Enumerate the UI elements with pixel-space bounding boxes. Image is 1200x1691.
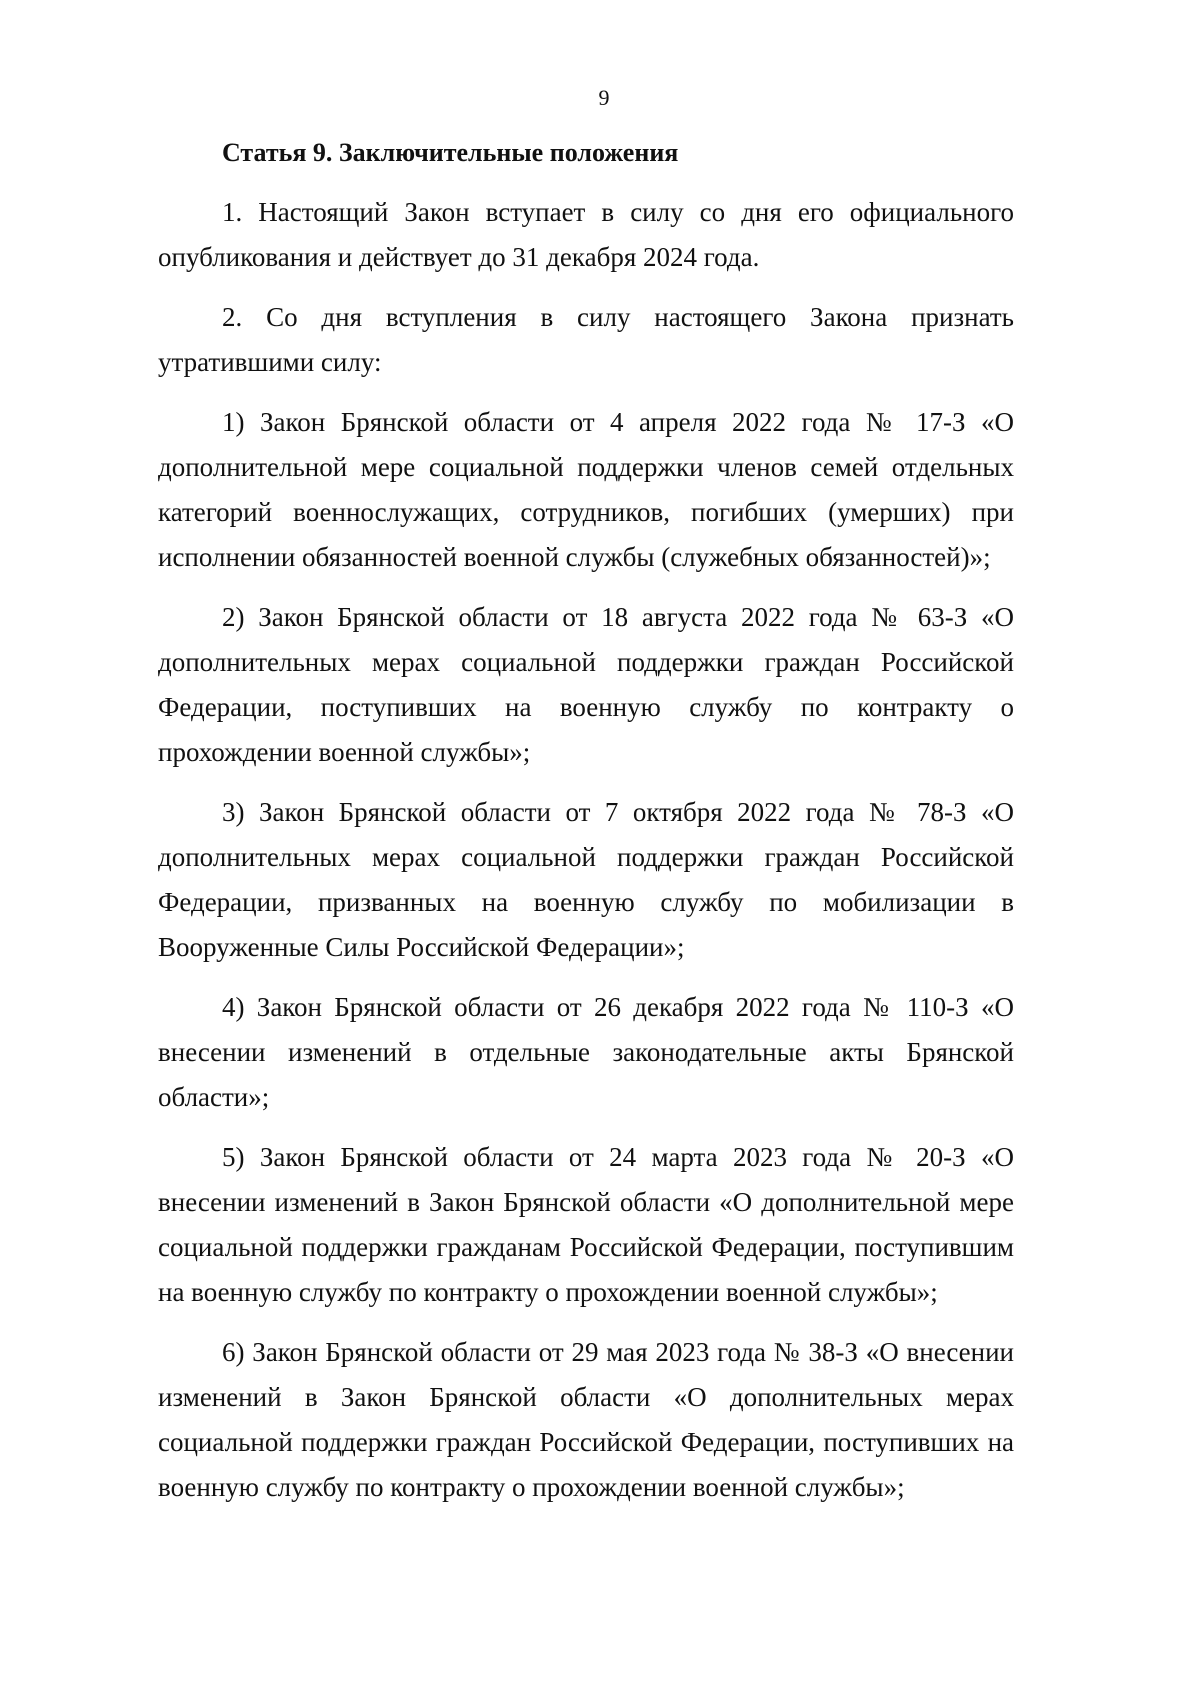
repealed-law-item: 3) Закон Брянской области от 7 октября 2022 года № 78-З «О дополнительных мерах социальной поддержки граждан Российской Федерации, призванных на военную службу по мобилизации в Вооруженные Силы Российской Федерации»; <box>158 797 1014 962</box>
repealed-law-item: 4) Закон Брянской области от 26 декабря 2022 года № 110-З «О внесении изменений в отдельные законодательные акты Брянской области»; <box>158 992 1014 1112</box>
page-number: 9 <box>598 85 610 110</box>
repealed-law-item: 1) Закон Брянской области от 4 апреля 2022 года № 17-З «О дополнительной мере социальной поддержки членов семей отдельных категорий военнослужащих, сотрудников, погибших (умерших) при исполнении обязанностей военной службы (служебных обязанностей)»; <box>158 407 1014 572</box>
paragraph-entry-into-force: 1. Настоящий Закон вступает в силу со дня его официального опубликования и действует до 31 декабря 2024 года. <box>158 197 1014 272</box>
paragraph-repeal-intro: 2. Со дня вступления в силу настоящего Закона признать утратившими силу: <box>158 302 1014 377</box>
article-title: Статья 9. Заключительные положения <box>222 138 679 167</box>
repealed-law-item: 6) Закон Брянской области от 29 мая 2023 года № 38-З «О внесении изменений в Закон Брянской области «О дополнительных мерах социальной поддержки граждан Российской Федерации, поступивших на военную службу по контракту о прохождении военной службы»; <box>158 1337 1014 1502</box>
document-body <box>158 130 1014 1524</box>
repealed-law-item: 2) Закон Брянской области от 18 августа 2022 года № 63-З «О дополнительных мерах социальной поддержки граждан Российской Федерации, поступивших на военную службу по контракту о прохождении военной службы»; <box>158 602 1014 767</box>
repealed-law-item: 5) Закон Брянской области от 24 марта 2023 года № 20-З «О внесении изменений в Закон Брянской области «О дополнительной мере социальной поддержки гражданам Российской Федерации, поступившим на военную службу по контракту о прохождении военной службы»; <box>158 1142 1014 1307</box>
